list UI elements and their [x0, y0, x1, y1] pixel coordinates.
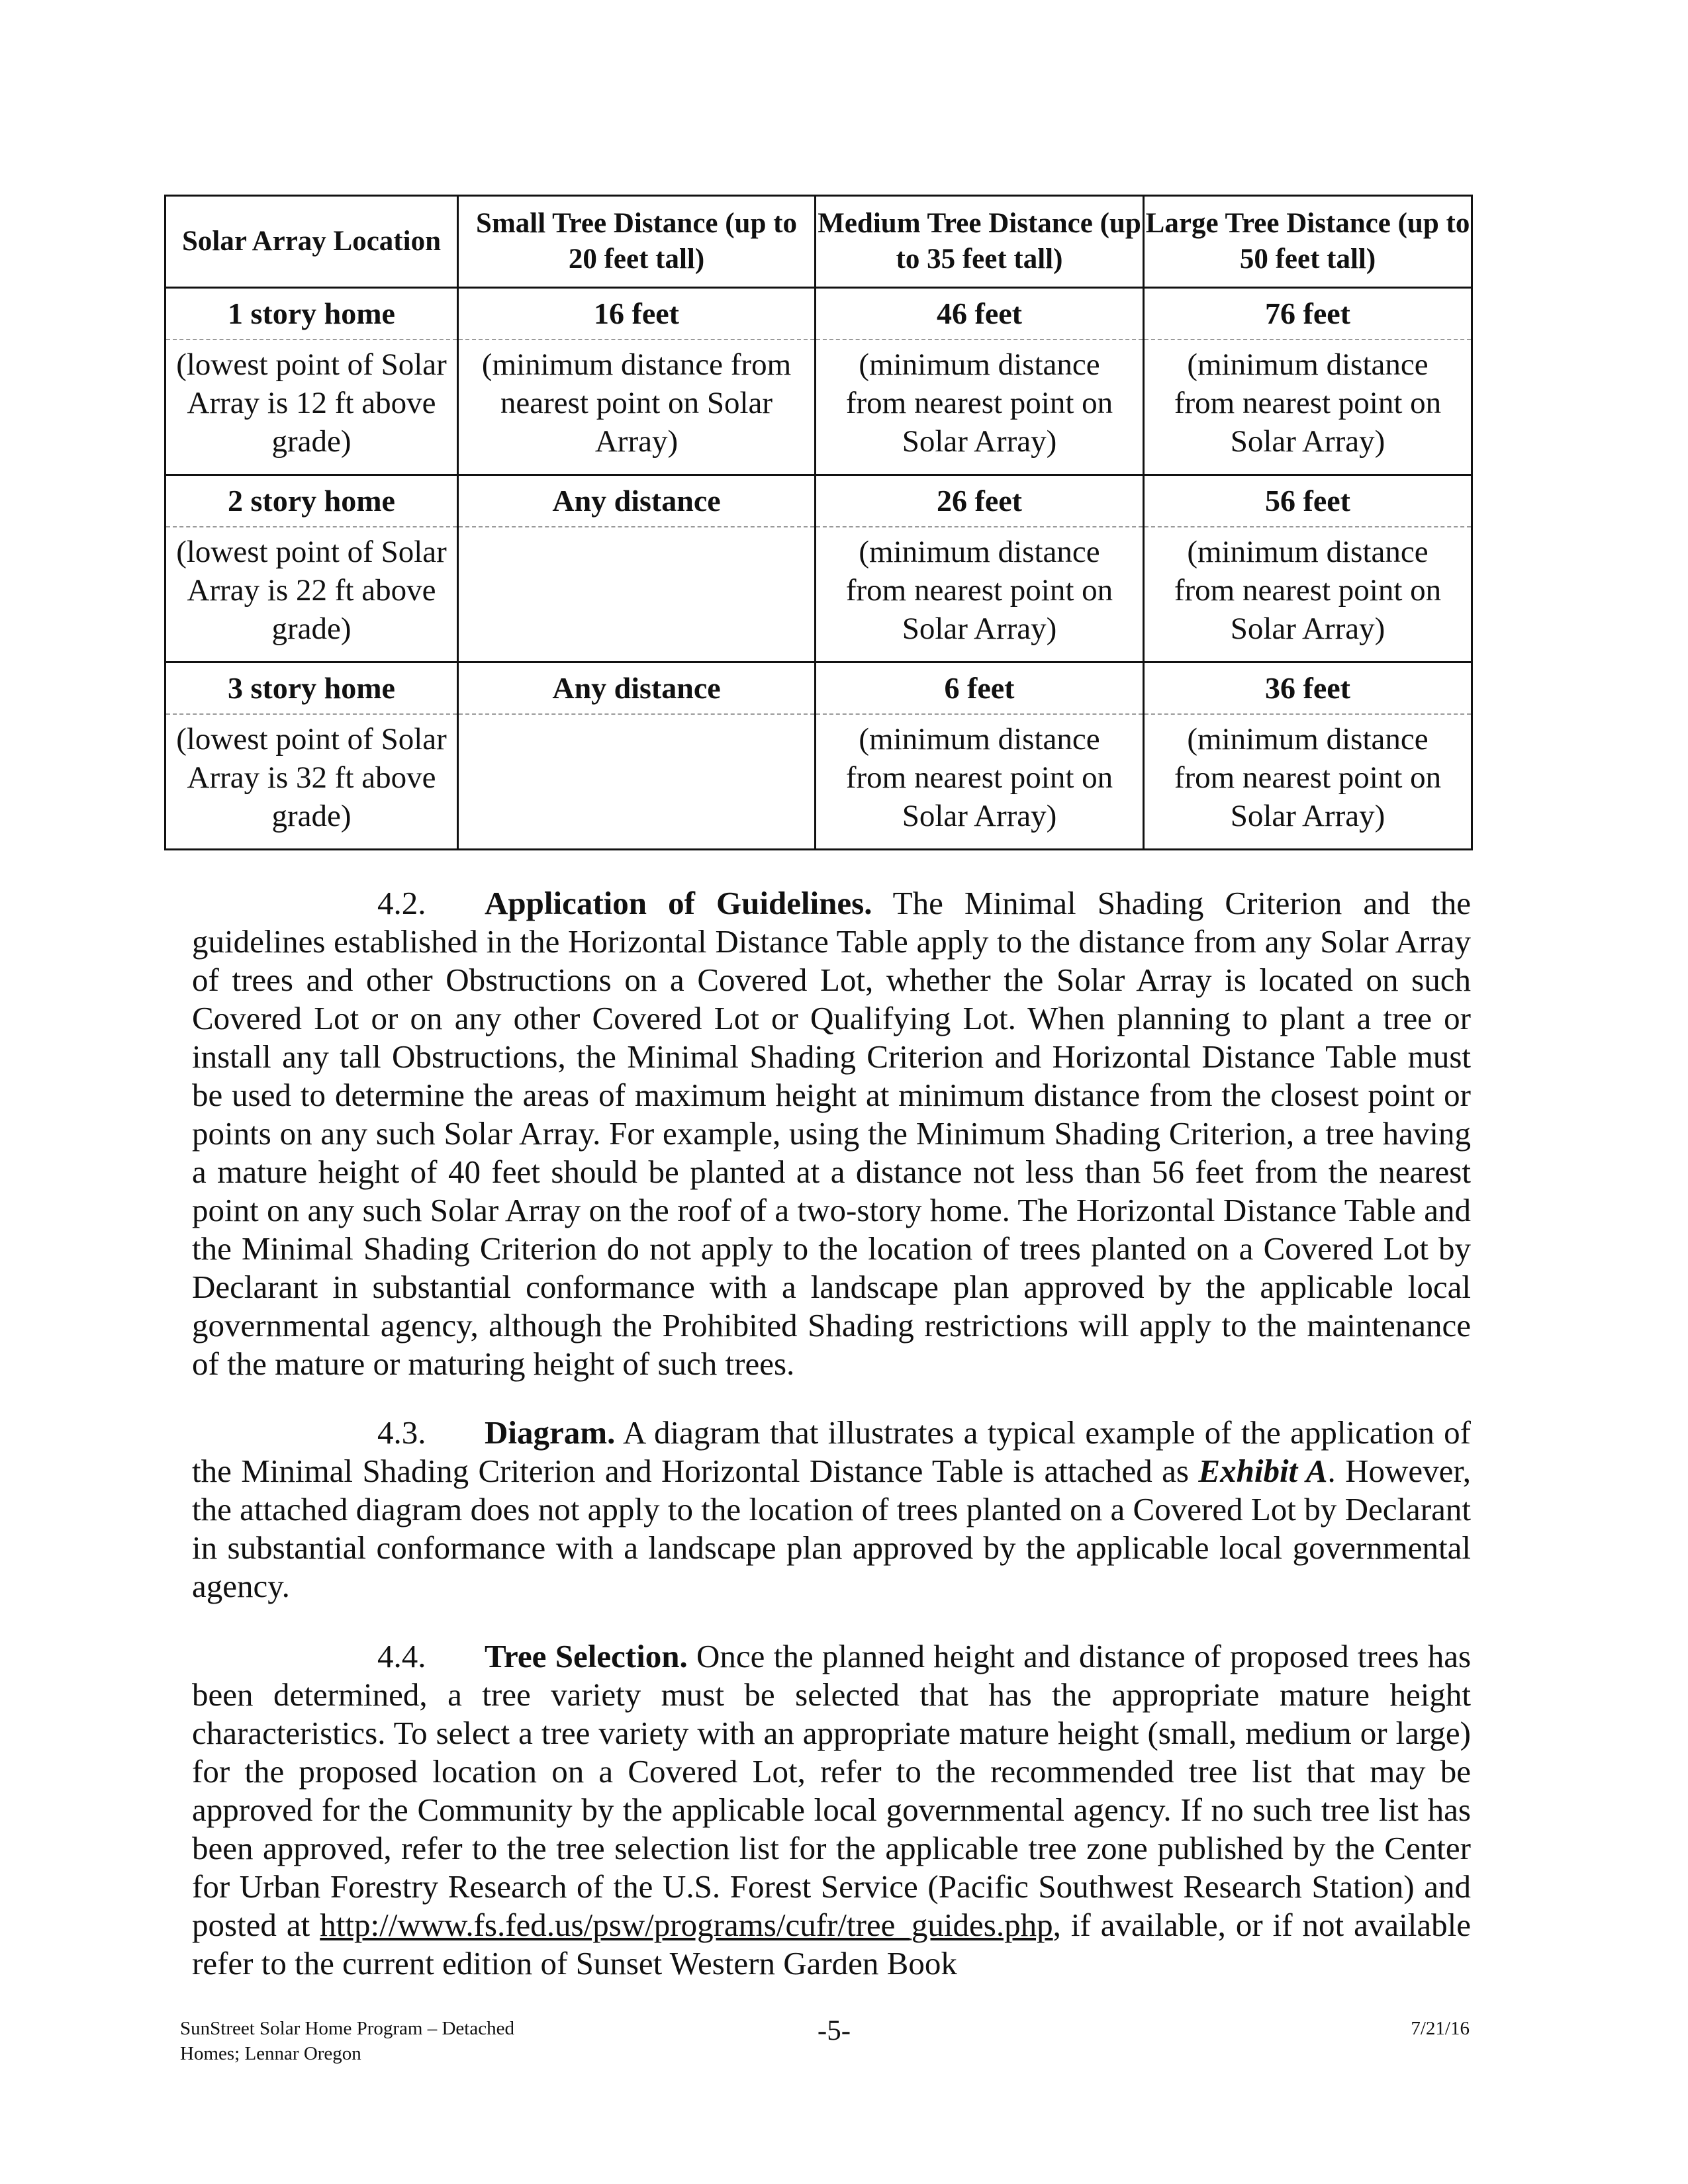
- table-row: [165, 475, 1472, 662]
- table-cell: [458, 662, 816, 850]
- cell-note-text: (minimum distance from nearest point on Solar Array): [845, 722, 1113, 833]
- section-number: 4.2.: [377, 885, 426, 921]
- footer-title-line2: Homes; Lennar Oregon: [180, 2043, 361, 2064]
- table-header-row: [165, 196, 1472, 288]
- cell-note-text: [459, 715, 814, 720]
- cell-note-text: (lowest point of Solar Array is 12 ft above grade): [176, 347, 447, 459]
- cell-note-text: (lowest point of Solar Array is 22 ft above grade): [176, 535, 447, 646]
- table-cell: [1144, 288, 1472, 475]
- cell-note-text: [459, 527, 814, 533]
- header-large-tree: Large Tree Distance (up to 50 feet tall): [1144, 196, 1472, 288]
- table-cell: [816, 288, 1144, 475]
- section-4-3-paragraph: [192, 1414, 1471, 1606]
- cell-main-text: 26 feet: [816, 476, 1143, 527]
- cell-main-text: 16 feet: [459, 289, 814, 340]
- table-cell: [1144, 662, 1472, 850]
- header-location: Solar Array Location: [165, 196, 458, 288]
- cell-main-text: 76 feet: [1145, 289, 1471, 340]
- cell-main-text: 36 feet: [1145, 663, 1471, 715]
- cell-note-text: (minimum distance from nearest point on Solar Array): [845, 535, 1113, 646]
- footer-document-title: [180, 2016, 514, 2066]
- section-title: Tree Selection.: [485, 1638, 688, 1674]
- section-number: 4.4.: [377, 1638, 426, 1674]
- cell-note-text: (minimum distance from nearest point on Solar Array): [845, 347, 1113, 459]
- tree-guides-link[interactable]: http://www.fs.fed.us/psw/programs/cufr/tree_guides.php: [320, 1907, 1053, 1943]
- cell-main-text: Any distance: [459, 476, 814, 527]
- table-cell: [165, 288, 458, 475]
- section-body-text: A diagram that illustrates a typical example of the application of the Minimal Shading Criterion and Horizontal Distance Table is attached as: [192, 1414, 1471, 1489]
- cell-main-text: 3 story home: [166, 663, 457, 715]
- cell-note-text: (minimum distance from nearest point on Solar Array): [1174, 722, 1442, 833]
- table-cell: [458, 288, 816, 475]
- section-title: Diagram.: [485, 1414, 616, 1451]
- page-number: -5-: [817, 2015, 851, 2046]
- cell-main-text: 6 feet: [816, 663, 1143, 715]
- section-body-text: , if available, or if not available refer to the current edition of Sunset Western Garden Book: [192, 1907, 1471, 1981]
- table-cell: [1144, 475, 1472, 662]
- table-cell: [458, 475, 816, 662]
- exhibit-reference: Exhibit A: [1198, 1453, 1328, 1489]
- table-cell: [165, 662, 458, 850]
- table-cell: [816, 662, 1144, 850]
- cell-note-text: (minimum distance from nearest point on Solar Array): [1174, 347, 1442, 459]
- section-body-text: The Minimal Shading Criterion and the guidelines established in the Horizontal Distance Table apply to the distance from any Solar Array of trees and other Obstructions on a Covered Lot, whether the Solar Array is located on such Covered Lot or on any other Covered Lot or Qualifying Lot. When planning to plant a tree or install any tall Obstructions, the Minimal Shading Criterion and Horizontal Distance Table must be used to determine the areas of maximum height at minimum distance from the closest point or points on any such Solar Array. For example, using the Minimum Shading Criterion, a tree having a mature height of 40 feet should be planted at a distance not less than 56 feet from the nearest point on any such Solar Array on the roof of a two-story home. The Horizontal Distance Table and the Minimal Shading Criterion do not apply to the location of trees planted on a Covered Lot by Declarant in substantial conformance with a landscape plan approved by the applicable local governmental agency, although the Prohibited Shading restrictions will apply to the maintenance of the mature or maturing height of such trees.: [192, 885, 1472, 1382]
- cell-main-text: 2 story home: [166, 476, 457, 527]
- table-row: [165, 288, 1472, 475]
- header-small-tree: Small Tree Distance (up to 20 feet tall): [458, 196, 816, 288]
- footer-date: 7/21/16: [1411, 2018, 1470, 2039]
- section-4-4-paragraph: [192, 1637, 1471, 1983]
- cell-main-text: Any distance: [459, 663, 814, 715]
- cell-main-text: 1 story home: [166, 289, 457, 340]
- cell-note-text: (lowest point of Solar Array is 32 ft above grade): [176, 722, 447, 833]
- footer-title-line1: SunStreet Solar Home Program – Detached: [180, 2018, 514, 2039]
- section-title: Application of Guidelines.: [485, 885, 872, 921]
- cell-main-text: 46 feet: [816, 289, 1143, 340]
- table-cell: [165, 475, 458, 662]
- header-medium-tree: Medium Tree Distance (up to 35 feet tall): [816, 196, 1144, 288]
- table-row: [165, 662, 1472, 850]
- cell-note-text: (minimum distance from nearest point on Solar Array): [1174, 535, 1442, 646]
- section-number: 4.3.: [377, 1414, 426, 1451]
- table-cell: [816, 475, 1144, 662]
- cell-note-text: (minimum distance from nearest point on Solar Array): [481, 347, 792, 459]
- section-4-2-paragraph: [192, 884, 1471, 1383]
- cell-main-text: 56 feet: [1145, 476, 1471, 527]
- section-body-text: . However, the attached diagram does not apply to the location of trees planted on a Covered Lot by Declarant in substantial conformance with a landscape plan approved by the applicable local governmental agency.: [192, 1453, 1472, 1604]
- horizontal-distance-table: [164, 195, 1473, 850]
- section-body-text: Once the planned height and distance of proposed trees has been determined, a tree variety must be selected that has the appropriate mature height characteristics. To select a tree variety with an appropriate mature height (small, medium or large) for the proposed location on a Covered Lot, refer to the recommended tree list that may be approved for the Community by the applicable local governmental agency. If no such tree list has been approved, refer to the tree selection list for the applicable tree zone published by the Center for Urban Forestry Research of the U.S. Forest Service (Pacific Southwest Research Station) and posted at: [192, 1638, 1472, 1943]
